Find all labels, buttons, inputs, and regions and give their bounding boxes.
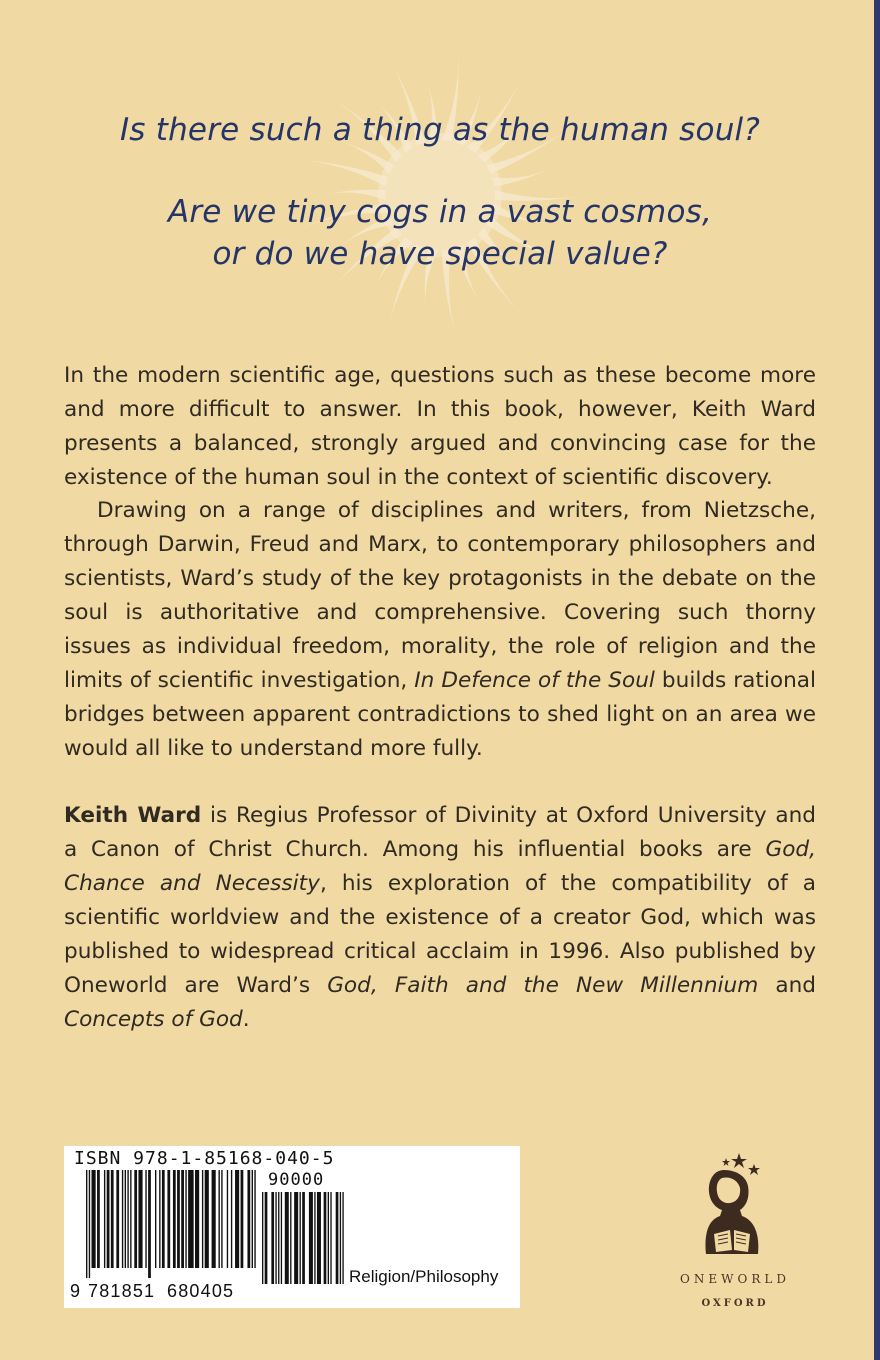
barcode-bar [173, 1170, 176, 1268]
subject-category: Religion/Philosophy [349, 1267, 499, 1286]
barcode-bar [116, 1170, 119, 1268]
barcode-bar [181, 1170, 184, 1268]
ean-digits-left: 781851 [88, 1281, 156, 1301]
barcode-bar [241, 1170, 244, 1268]
ean-barcode [86, 1170, 258, 1278]
author-bio-text-4: . [242, 1007, 250, 1032]
barcode-bar [278, 1192, 279, 1284]
publisher-city: OXFORD [701, 1298, 769, 1309]
book-title-in-defence-of-the-soul: In Defence of the Soul [414, 668, 655, 693]
barcode-bar [300, 1192, 301, 1284]
barcode-bar [330, 1192, 331, 1284]
blurb-paragraph-2-text-a: Drawing on a range of disciplines and writers, from Nietzsche, through Darwin, Freud and Marx, to contemporary philosophers and scientists, Ward’s study of the key protagonists in the debate on the soul is authoritative and comprehensive. Covering such thorny issues as individual freedom, morality, the role of religion and the limits of scientific investigation, [64, 498, 816, 693]
barcode-bar [86, 1170, 87, 1278]
sunburst-ray [492, 167, 555, 187]
barcode-bar [107, 1170, 110, 1268]
author-bio-text-1: is Regius Professor of Divinity at Oxford University and a Canon of Christ Church. Among his influential books are [64, 803, 816, 862]
publisher-name: ONEWORLD [680, 1272, 790, 1286]
oneworld-reader-logo-icon [694, 1150, 770, 1260]
barcode-bar [227, 1170, 228, 1268]
barcode-bar [159, 1170, 160, 1268]
barcode-bar [317, 1192, 321, 1284]
barcode-bar [218, 1170, 219, 1268]
barcode-bar [281, 1192, 282, 1284]
barcode-bar [285, 1192, 289, 1284]
barcode-bar [340, 1192, 341, 1284]
barcode-bar [265, 1192, 268, 1284]
barcode-bar [290, 1192, 291, 1284]
barcode-bar [231, 1170, 232, 1268]
barcode-bar [336, 1192, 339, 1284]
tagline-question-cosmos-line2: or do we have special value? [212, 236, 668, 272]
barcode-bar [324, 1192, 327, 1284]
barcode-bar [125, 1170, 126, 1268]
barcode-bar [221, 1170, 222, 1268]
addon-barcode [262, 1192, 344, 1284]
barcode-bar [97, 1170, 100, 1268]
barcode-bar [275, 1192, 276, 1284]
blurb-paragraph-2-text-b: builds rational bridges between apparent contradictions to shed light on an area we would all like to understand more fully. [64, 668, 816, 761]
barcode-bar [130, 1170, 131, 1268]
barcode-bar [235, 1170, 239, 1268]
barcode-bar [185, 1170, 186, 1268]
barcode-bar [111, 1170, 114, 1268]
barcode-bar [342, 1192, 343, 1284]
barcode-bar [188, 1170, 194, 1268]
barcode-bar [138, 1170, 142, 1268]
barcode-bar [195, 1170, 199, 1268]
author-name: Keith Ward [64, 803, 202, 828]
barcode-bar [271, 1192, 274, 1284]
barcode-bar [294, 1192, 298, 1284]
author-bio-text-2: , his exploration of the compatibility of a scientific worldview and the existence of a creator God, which was published to widespread critical acclaim in 1996. Also published by Oneworld are Ward’s [64, 871, 816, 998]
barcode-bar [254, 1170, 255, 1268]
isbn-text: ISBN 978-1-85168-040-5 [74, 1148, 335, 1169]
ean-first-digit: 9 [70, 1281, 81, 1301]
barcode-bar [302, 1192, 305, 1284]
barcode-bar [145, 1170, 146, 1268]
barcode-panel [64, 1146, 520, 1308]
blurb-paragraph-2 [64, 494, 816, 766]
barcode-bar [134, 1170, 137, 1268]
barcode-bar [262, 1192, 263, 1284]
barcode-bar [314, 1192, 315, 1284]
barcode-bar [309, 1192, 313, 1284]
barcode-bar [252, 1170, 253, 1268]
barcode-bar [205, 1170, 209, 1268]
barcode-bar [104, 1170, 105, 1268]
barcode-bar [167, 1170, 170, 1268]
barcode-bar [148, 1170, 151, 1278]
author-bio-text-3: and [775, 973, 816, 998]
barcode-bar [122, 1170, 123, 1268]
book-title-god-faith-millennium: God, Faith and the New Millennium [327, 973, 759, 998]
barcode-bar [202, 1170, 203, 1268]
tagline-question-cosmos-line1: Are we tiny cogs in a vast cosmos, [167, 194, 713, 230]
price-code: 90000 [268, 1170, 325, 1190]
barcode-bar [328, 1192, 329, 1284]
sunburst-ray [294, 159, 388, 187]
barcode-bar [127, 1170, 128, 1268]
barcode-bar [247, 1170, 250, 1268]
blurb-paragraph-1: In the modern scientific age, questions such as these become more and more difficult to answer. In this book, however, Keith Ward presents a balanced, strongly argued and convincing case for the existence of the human soul in the context of scientific discovery. [64, 363, 816, 490]
barcode-bar [89, 1170, 90, 1278]
author-bio [64, 799, 816, 1037]
tagline-question-soul: Is there such a thing as the human soul? [119, 112, 761, 148]
barcode-bar [155, 1170, 156, 1268]
book-title-concepts-of-god: Concepts of God [64, 1007, 243, 1032]
barcode-bar [92, 1170, 96, 1268]
barcode-bar [177, 1170, 180, 1268]
book-title-god-chance-necessity: God, Chance and Necessity [64, 837, 816, 896]
barcode-bar [162, 1170, 165, 1268]
ean-digits-right: 680405 [167, 1281, 235, 1301]
barcode-bar [212, 1170, 216, 1268]
